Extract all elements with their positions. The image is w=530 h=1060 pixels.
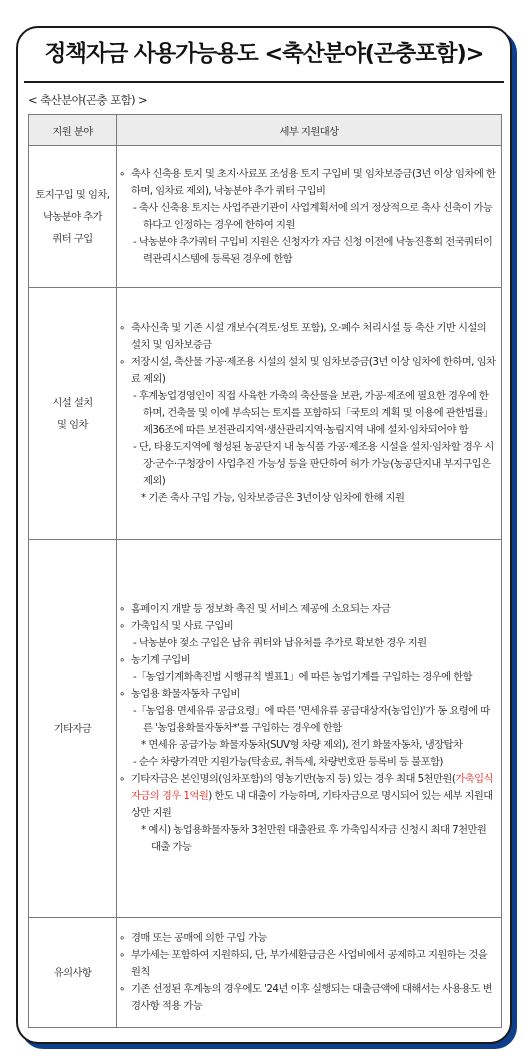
detail-bullet: ∘ 홈페이지 개발 등 정보화 촉진 및 서비스 제공에 소요되는 자금 xyxy=(121,601,497,618)
detail-cell xyxy=(117,146,502,288)
loan-limit-text-end: ) 한도 내 대출이 가능하며, 기타자금으로 명시되어 있는 세부 지원대상만 지원 xyxy=(131,790,493,819)
detail-subitem: -「농업기계화촉진법 시행규칙 별표1」에 따른 농업기계를 구입하는 경우에 한함 xyxy=(133,671,473,683)
policy-table xyxy=(28,114,502,1028)
detail-subitem: - 축사 신축용 토지는 사업주관기관이 사업계획서에 의거 정상적으로 축사 신축이 가능하다고 인정하는 경우에 한하여 지원 xyxy=(133,201,493,231)
detail-bullet: ∘ 농업용 화물자동차 구입비 xyxy=(121,686,497,703)
detail-subitem: - 낙농분야 젖소 구입은 납유 쿼터와 납유처를 추가로 확보한 경우 지원 xyxy=(133,637,427,649)
policy-card xyxy=(16,26,512,1044)
detail-subitem: - 순수 차량가격만 지원가능(탁송료, 취득세, 차량번호판 등록비 등 불포함) xyxy=(133,756,443,768)
detail-bullet: ∘ 저장시설, 축산물 가공·제조용 시설의 설치 및 임차보증금(3년 이상 임차에 한하며, 임차료 제외) xyxy=(121,354,497,388)
title-divider xyxy=(24,81,504,83)
table-row xyxy=(29,288,502,540)
category-cell xyxy=(29,540,117,918)
category-cell xyxy=(29,146,117,288)
detail-bullet: ∘ 축사신축 및 기존 시설 개보수(격토·성토 포함), 오·폐수 처리시설 등 축산 기반 시설의 설치 및 임차보증금 xyxy=(121,320,497,354)
header-detail: 세부 지원대상 xyxy=(117,115,502,146)
category-label: 시설 설치 xyxy=(52,396,93,409)
detail-cell xyxy=(117,288,502,540)
header-category: 지원 분야 xyxy=(29,115,117,146)
detail-cell xyxy=(117,540,502,918)
table-row xyxy=(29,540,502,918)
table-header-row xyxy=(29,115,502,146)
detail-note: * 기존 축사 구입 가능, 임차보증금은 3년이상 임차에 한해 지원 xyxy=(141,492,405,504)
category-label: 쿼터 구입 xyxy=(52,232,93,245)
table-row xyxy=(29,146,502,288)
detail-bullet: ∘ 축사 신축용 토지 및 초지·사료포 조성용 토지 구입비 및 임차보증금(3년 이상 임차에 한하며, 임차료 제외), 낙농분야 추가 쿼터 구입비 xyxy=(121,166,497,200)
detail-bullet: ∘ 부가세는 포함하여 지원하되, 단, 부가세환급금은 사업비에서 공제하고 지원하는 것을 원칙 xyxy=(121,947,497,981)
category-label: 기타자금 xyxy=(53,722,92,735)
category-label: 및 임차 xyxy=(57,418,88,431)
category-cell xyxy=(29,288,117,540)
detail-bullet xyxy=(121,771,497,822)
category-label: 유의사항 xyxy=(53,966,92,979)
detail-subitem: -「농업용 면세유류 공급요령」에 따른 '면세유류 공급대상자(농업인)'가 동 요령에 따른 '농업용화물자동차*'를 구입하는 경우에 한함 xyxy=(133,705,490,734)
detail-cell xyxy=(117,918,502,1028)
detail-bullet: ∘ 농기계 구입비 xyxy=(121,652,497,669)
detail-bullet: ∘ 경매 또는 공매에 의한 구입 가능 xyxy=(121,930,497,947)
category-label: 낙농분야 추가 xyxy=(42,210,103,223)
detail-subitem: - 후계농업경영인이 직접 사육한 가축의 축산물을 보관, 가공·제조에 필요한 경우에 한하며, 건축물 및 이에 부속되는 토지를 포함하되「국토의 계획 및 이용에 관한법률」 제36조에 따른 보전관리지역·생산관리지역·농림지역 내에 설치·임차되어야 함 xyxy=(133,390,494,436)
detail-bullet: ∘ 가축입식 및 사료 구입비 xyxy=(121,618,497,635)
section-label: < 축산분야(곤충 포함) > xyxy=(28,93,148,107)
detail-note: * 예시) 농업용화물자동차 3천만원 대출완료 후 가축입식자금 신청시 최대 7천만원 대출 가능 xyxy=(141,824,487,853)
page-title: 정책자금 사용가능용도 <축산분야(곤충포함)> xyxy=(44,41,484,67)
livestock-limit-highlight: 가축입식자금의 경우 1억원 xyxy=(131,773,493,802)
category-cell xyxy=(29,918,117,1028)
category-label: 토지구입 및 임차, xyxy=(35,188,110,201)
detail-subitem: - 낙농분야 추가쿼터 구입비 지원은 신청자가 자금 신청 이전에 낙농진흥회 전국쿼터이력관리시스템에 등록된 경우에 한함 xyxy=(133,235,493,265)
detail-bullet: ∘ 기존 선정된 후계농의 경우에도 '24년 이후 실행되는 대출금액에 대해서는 사용용도 변경사항 적용 가능 xyxy=(121,981,497,1015)
detail-subitem: - 단, 타용도지역에 형성된 농공단지 내 농식품 가공·제조용 시설을 설치·임차할 경우 시장·군수·구청장이 사업추진 가능성 등을 판단하여 허가 가능(농공단지내 부지구입은 제외) xyxy=(133,441,494,487)
table-row xyxy=(29,918,502,1028)
loan-limit-text: 기타자금은 본인명의(임차포함)의 영농기반(농지 등) 있는 경우 최대 5천만원( xyxy=(131,773,456,785)
detail-note: * 면세유 공급가능 화물자동차(SUV형 차량 제외), 전기 화물자동차, 냉장탑차 xyxy=(141,739,463,751)
